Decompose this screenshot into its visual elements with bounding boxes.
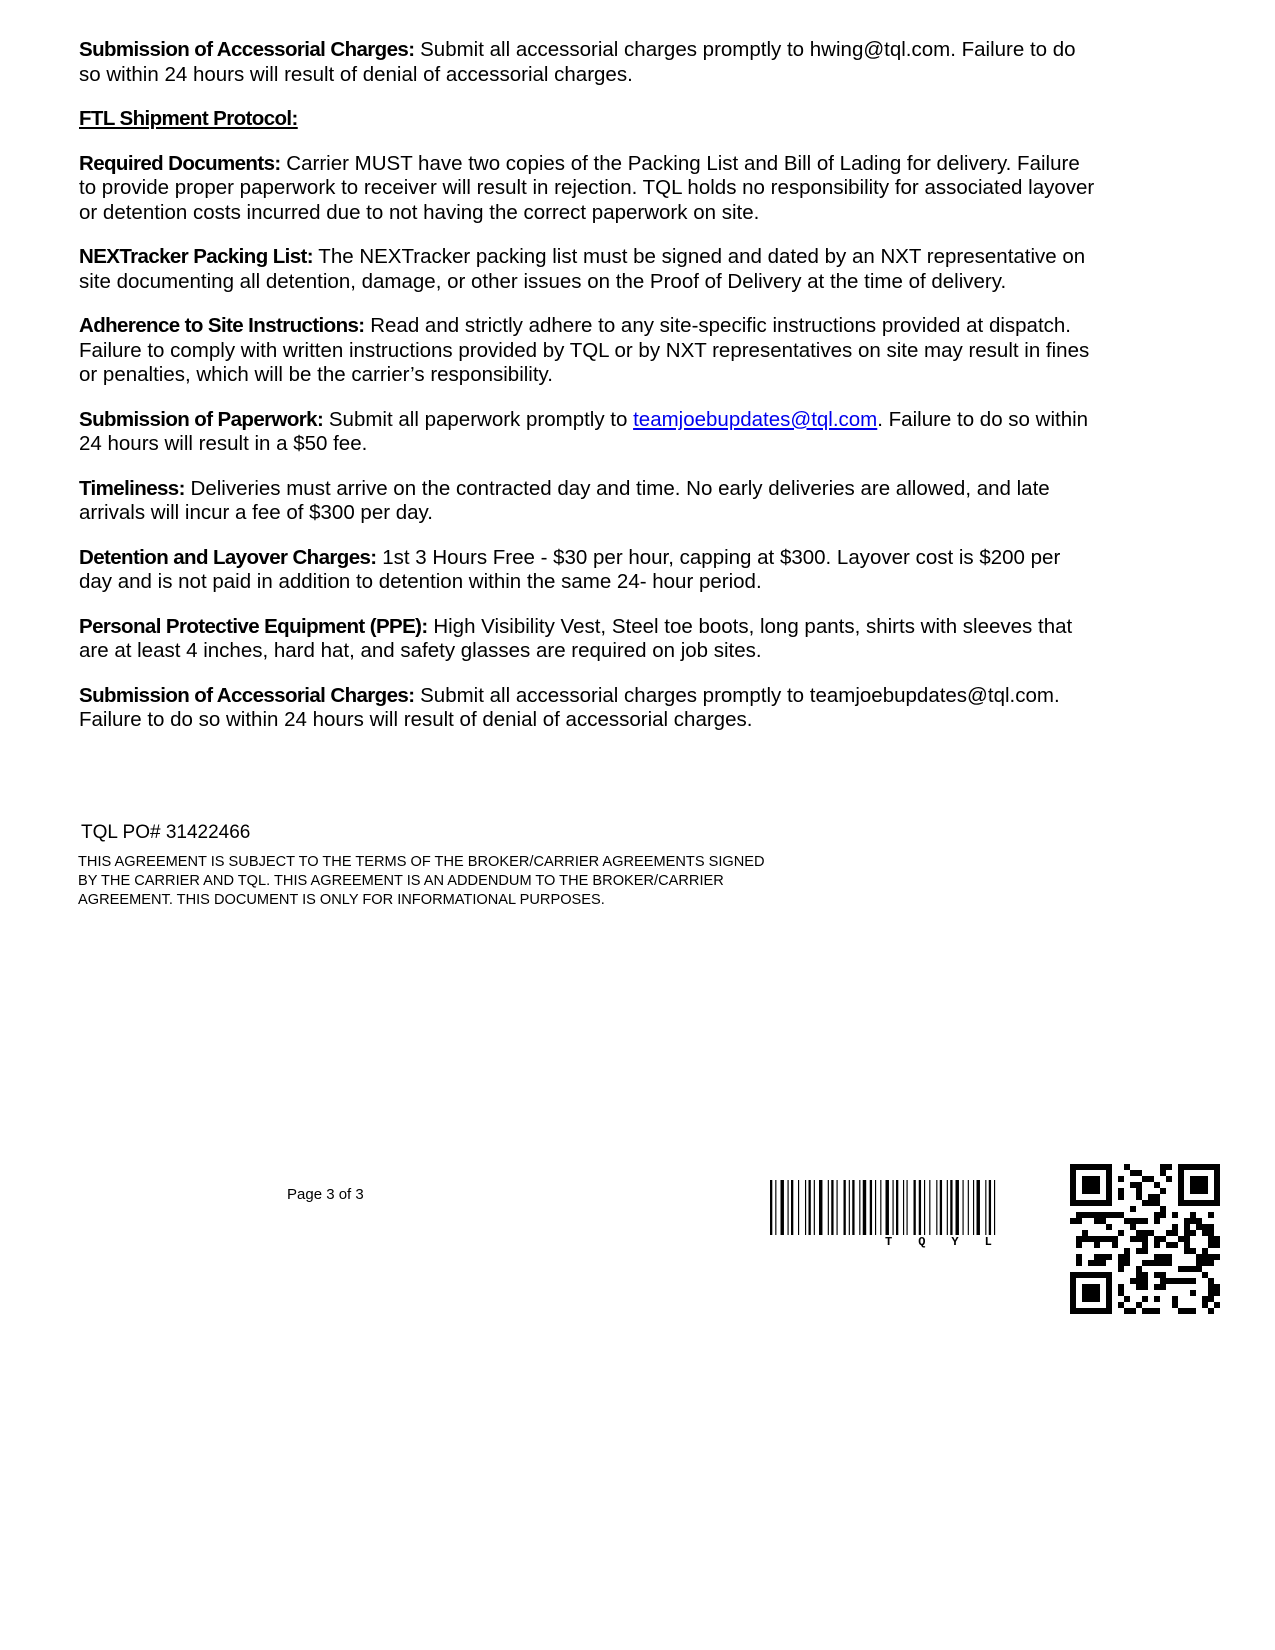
barcode-icon <box>770 1180 1056 1235</box>
barcode-bar <box>770 1180 772 1235</box>
paragraph-text: Carrier MUST have two copies of the Packing List and Bill of Lading for delivery. Failure to provide proper paperwork to receiver will result in rejection. TQL holds no responsibility for associated layover or detention costs incurred due to not having the correct paperwork on site. <box>79 151 1095 224</box>
qr-module <box>1094 1254 1100 1260</box>
paperwork-paragraph <box>79 408 1099 457</box>
qr-module <box>1166 1278 1172 1284</box>
barcode-bar <box>775 1180 776 1235</box>
barcode-bar <box>985 1180 986 1235</box>
paragraph-label: Personal Protective Equipment (PPE): <box>79 614 428 638</box>
qr-module <box>1118 1176 1124 1182</box>
paragraph-text: Read and strictly adhere to any site-specific instructions provided at dispatch. Failure to comply with written instructions provided by TQL or by NXT representatives on site may result in fines or penalties, which will be the carrier’s responsibility. <box>79 314 1090 386</box>
barcode-bar <box>977 1180 980 1235</box>
barcode-bar <box>805 1180 806 1235</box>
agreement-disclaimer: THIS AGREEMENT IS SUBJECT TO THE TERMS OF THE BROKER/CARRIER AGREEMENTS SIGNED BY THE CARRIER AND TQL. THIS AGREEMENT IS AN ADDENDUM TO THE BROKER/CARRIER AGREEMENT. THIS DOCUMENT IS ONLY FOR INFORMATIONAL PURPOSES. <box>78 854 765 908</box>
qr-module <box>1136 1188 1142 1194</box>
qr-module <box>1196 1218 1202 1224</box>
qr-module <box>1118 1290 1124 1296</box>
qr-module <box>1172 1302 1178 1308</box>
qr-module <box>1166 1164 1172 1170</box>
qr-module <box>1184 1236 1190 1242</box>
barcode-bar <box>989 1180 991 1235</box>
qr-module <box>1142 1260 1148 1266</box>
qr-module <box>1136 1182 1142 1188</box>
qr-module <box>1094 1242 1100 1248</box>
barcode-bar <box>973 1180 974 1235</box>
qr-module <box>1154 1272 1160 1278</box>
qr-module <box>1076 1260 1082 1266</box>
accessorial-charges-paragraph-2 <box>79 684 1099 733</box>
qr-module <box>1136 1218 1142 1224</box>
qr-module <box>1160 1284 1166 1290</box>
qr-module <box>1100 1236 1106 1242</box>
barcode-bar <box>924 1180 925 1235</box>
qr-module <box>1208 1308 1214 1314</box>
qr-module <box>1142 1308 1148 1314</box>
qr-module <box>1154 1242 1160 1248</box>
barcode-bar <box>963 1180 964 1235</box>
qr-module <box>1124 1164 1130 1170</box>
qr-module <box>1190 1266 1196 1272</box>
qr-module <box>1142 1248 1148 1254</box>
qr-module <box>1154 1254 1160 1260</box>
qr-module <box>1202 1254 1208 1260</box>
qr-module <box>1076 1236 1082 1242</box>
qr-module <box>1136 1284 1142 1290</box>
qr-module <box>1202 1296 1208 1302</box>
qr-module <box>1118 1230 1124 1236</box>
qr-module <box>1130 1218 1136 1224</box>
qr-module <box>1112 1236 1118 1242</box>
barcode-bar <box>896 1180 898 1235</box>
barcode-bar <box>886 1180 889 1235</box>
qr-module <box>1106 1224 1112 1230</box>
qr-module <box>1208 1284 1214 1290</box>
qr-module <box>1118 1284 1124 1290</box>
qr-module <box>1124 1248 1130 1254</box>
qr-module <box>1070 1218 1076 1224</box>
qr-module <box>1154 1284 1160 1290</box>
qr-module <box>1208 1230 1214 1236</box>
qr-module <box>1118 1260 1124 1266</box>
qr-module <box>1208 1296 1214 1302</box>
qr-module <box>1142 1278 1148 1284</box>
qr-module <box>1172 1278 1178 1284</box>
qr-module <box>1184 1218 1190 1224</box>
qr-module <box>1094 1218 1100 1224</box>
barcode-bar <box>852 1180 854 1235</box>
qr-module <box>1148 1200 1154 1206</box>
qr-module <box>1130 1308 1136 1314</box>
accessorial-charges-paragraph-1 <box>79 38 1099 87</box>
qr-module <box>1166 1254 1172 1260</box>
qr-module <box>1154 1200 1160 1206</box>
qr-module <box>1190 1212 1196 1218</box>
qr-module <box>1100 1260 1106 1266</box>
qr-module <box>1154 1308 1160 1314</box>
qr-module <box>1118 1302 1124 1308</box>
paragraph-label: Timeliness: <box>79 476 185 500</box>
barcode-bar <box>994 1180 995 1235</box>
qr-module <box>1136 1266 1142 1272</box>
qr-module <box>1076 1242 1082 1248</box>
paragraph-label: Required Documents: <box>79 151 281 175</box>
qr-module <box>1166 1176 1172 1182</box>
barcode-bar <box>828 1180 829 1235</box>
barcode-bar <box>950 1180 952 1235</box>
qr-module <box>1136 1272 1142 1278</box>
qr-module <box>1208 1278 1214 1284</box>
qr-module <box>1130 1170 1136 1176</box>
qr-module <box>1184 1308 1190 1314</box>
barcode-bar <box>791 1180 793 1235</box>
paragraph-text: 1st 3 Hours Free - $30 per hour, capping at $300. Layover cost is $200 per day and is not paid in addition to detention within the same 24- hour period. <box>79 545 1061 593</box>
qr-module <box>1118 1188 1124 1194</box>
qr-module <box>1214 1242 1220 1248</box>
paragraph-label: Adherence to Site Instructions: <box>79 314 365 337</box>
qr-module <box>1208 1224 1214 1230</box>
section-heading: FTL Shipment Protocol: <box>79 107 298 130</box>
qr-module <box>1130 1224 1136 1230</box>
qr-module <box>1166 1260 1172 1266</box>
qr-module <box>1202 1272 1208 1278</box>
qr-module <box>1172 1212 1178 1218</box>
qr-module <box>1160 1170 1166 1176</box>
qr-module <box>1160 1212 1166 1218</box>
qr-module <box>1118 1266 1124 1272</box>
qr-module <box>1178 1236 1184 1242</box>
timeliness-paragraph <box>79 477 1099 526</box>
qr-module <box>1082 1284 1100 1302</box>
email-link[interactable]: teamjoebupdates@tql.com <box>633 407 878 431</box>
barcode-bar <box>781 1180 784 1235</box>
qr-module <box>1124 1308 1130 1314</box>
qr-module <box>1142 1218 1148 1224</box>
qr-module <box>1214 1284 1220 1290</box>
qr-module <box>1202 1248 1208 1254</box>
qr-module <box>1184 1230 1190 1236</box>
barcode-bar <box>936 1180 937 1235</box>
paragraph-text: Deliveries must arrive on the contracted day and time. No early deliveries are allowed, and late arrivals will incur a fee of $300 per day. <box>79 476 1050 524</box>
packing-list-paragraph <box>79 245 1099 294</box>
barcode-bar <box>814 1180 815 1235</box>
barcode-bar <box>907 1180 908 1235</box>
qr-module <box>1154 1194 1160 1200</box>
barcode-bar <box>844 1180 846 1235</box>
qr-module <box>1112 1212 1118 1218</box>
barcode-bar <box>859 1180 860 1235</box>
barcode-bar <box>870 1180 872 1235</box>
detention-paragraph <box>79 546 1099 595</box>
qr-module <box>1184 1266 1190 1272</box>
qr-module <box>1208 1254 1214 1260</box>
paragraph-text: High Visibility Vest, Steel toe boots, long pants, shirts with sleeves that are at least 4 inches, hard hat, and safety glasses are required on job sites. <box>79 614 1073 662</box>
qr-module <box>1208 1236 1214 1242</box>
qr-module <box>1172 1242 1178 1248</box>
barcode-bar <box>956 1180 959 1235</box>
qr-module <box>1160 1188 1166 1194</box>
qr-module <box>1136 1236 1142 1242</box>
qr-module <box>1190 1218 1196 1224</box>
qr-module <box>1184 1242 1190 1248</box>
qr-module <box>1142 1176 1148 1182</box>
qr-module <box>1196 1266 1202 1272</box>
barcode-bar <box>919 1180 921 1235</box>
qr-module <box>1100 1218 1106 1224</box>
qr-module <box>1136 1194 1142 1200</box>
qr-module <box>1142 1272 1148 1278</box>
qr-module <box>1118 1212 1124 1218</box>
qr-module <box>1184 1248 1190 1254</box>
qr-module <box>1172 1224 1178 1230</box>
qr-module <box>1130 1236 1136 1242</box>
qr-module <box>1190 1308 1196 1314</box>
qr-module <box>1190 1248 1196 1254</box>
qr-module <box>1118 1194 1124 1200</box>
qr-module <box>1100 1254 1106 1260</box>
qr-module <box>1214 1290 1220 1296</box>
qr-module <box>1184 1278 1190 1284</box>
qr-module <box>1190 1290 1196 1296</box>
qr-module <box>1214 1236 1220 1242</box>
qr-module <box>1094 1212 1100 1218</box>
barcode-bar <box>849 1180 850 1235</box>
qr-module <box>1124 1260 1130 1266</box>
qr-module <box>1166 1242 1172 1248</box>
barcode-bar <box>837 1180 838 1235</box>
barcode-bar <box>809 1180 811 1235</box>
qr-module <box>1136 1170 1142 1176</box>
qr-module <box>1178 1266 1184 1272</box>
barcode-bar <box>914 1180 916 1235</box>
page-number: Page 3 of 3 <box>287 1186 364 1203</box>
qr-module <box>1148 1260 1154 1266</box>
qr-module <box>1142 1200 1148 1206</box>
qr-module <box>1082 1236 1088 1242</box>
qr-module <box>1130 1278 1136 1284</box>
qr-module <box>1178 1308 1184 1314</box>
qr-module <box>1190 1230 1196 1236</box>
ppe-paragraph <box>79 615 1099 664</box>
required-documents-paragraph <box>79 152 1099 226</box>
qr-module <box>1136 1302 1142 1308</box>
po-number: TQL PO# 31422466 <box>81 822 251 843</box>
qr-module <box>1076 1254 1082 1260</box>
qr-module <box>1184 1224 1190 1230</box>
qr-module <box>1100 1212 1106 1218</box>
barcode-bar <box>831 1180 833 1235</box>
paragraph-text: . Failure to do so within 24 hours will result in a $50 fee. <box>79 407 1089 455</box>
qr-module <box>1142 1284 1148 1290</box>
qr-module <box>1190 1278 1196 1284</box>
qr-module <box>1148 1176 1154 1182</box>
qr-module <box>1124 1296 1130 1302</box>
paragraph-label: NEXTracker Packing List: <box>79 245 313 268</box>
qr-module <box>1076 1218 1082 1224</box>
qr-module <box>1154 1218 1160 1224</box>
qr-module <box>1136 1230 1142 1236</box>
qr-module <box>1154 1236 1160 1242</box>
barcode-bar <box>798 1180 799 1235</box>
qr-module <box>1196 1254 1202 1260</box>
qr-module <box>1172 1296 1178 1302</box>
qr-module <box>1148 1230 1154 1236</box>
qr-module <box>1166 1230 1172 1236</box>
qr-module <box>1142 1230 1148 1236</box>
barcode-bar <box>940 1180 942 1235</box>
qr-module <box>1136 1248 1142 1254</box>
barcode-bar <box>947 1180 948 1235</box>
qr-module <box>1160 1278 1166 1284</box>
qr-module <box>1190 1176 1208 1194</box>
qr-module <box>1148 1308 1154 1314</box>
barcode-bar <box>875 1180 876 1235</box>
paragraph-text: Submit all paperwork promptly to <box>323 407 634 431</box>
paragraph-label: Submission of Accessorial Charges: <box>79 38 415 61</box>
qr-module <box>1178 1278 1184 1284</box>
qr-module <box>1160 1260 1166 1266</box>
qr-module <box>1208 1212 1214 1218</box>
qr-module <box>1142 1296 1148 1302</box>
barcode-caption: TQYL <box>885 1235 1018 1249</box>
barcode-bar <box>893 1180 894 1235</box>
qr-module <box>1118 1254 1124 1260</box>
qr-module <box>1202 1302 1208 1308</box>
barcode-bar <box>863 1180 866 1235</box>
qr-module <box>1208 1242 1214 1248</box>
paragraph-label: Submission of Paperwork: <box>79 407 324 431</box>
barcode-bar <box>880 1180 881 1235</box>
barcode-bar <box>968 1180 969 1235</box>
qr-module <box>1088 1260 1094 1266</box>
qr-module <box>1202 1230 1208 1236</box>
qr-module <box>1082 1176 1100 1194</box>
qr-module <box>1124 1218 1130 1224</box>
qr-module <box>1160 1272 1166 1278</box>
qr-module <box>1154 1182 1160 1188</box>
qr-module <box>1088 1212 1094 1218</box>
qr-module <box>1214 1302 1220 1308</box>
qr-module <box>1094 1260 1100 1266</box>
barcode-bar <box>903 1180 904 1235</box>
qr-module <box>1196 1224 1202 1230</box>
qr-module <box>1154 1296 1160 1302</box>
qr-module <box>1130 1182 1136 1188</box>
qr-module <box>1142 1236 1148 1242</box>
barcode-bar <box>819 1180 822 1235</box>
paragraph-text: Submit all accessorial charges promptly to hwing@tql.com. Failure to do so within 24 hours will result of denial of accessorial charges. <box>79 38 1076 86</box>
paragraph-text: The NEXTracker packing list must be signed and dated by an NXT representative on site documenting all detention, damage, or other issues on the Proof of Delivery at the time of delivery. <box>79 245 1086 293</box>
qr-module <box>1142 1242 1148 1248</box>
qr-module <box>1106 1236 1112 1242</box>
site-instructions-paragraph <box>79 314 1099 388</box>
qr-module <box>1082 1212 1088 1218</box>
qr-module <box>1214 1254 1220 1260</box>
qr-module <box>1160 1164 1166 1170</box>
qr-module <box>1076 1212 1082 1218</box>
qr-module <box>1088 1236 1094 1242</box>
paragraph-label: Submission of Accessorial Charges: <box>79 683 415 707</box>
qr-module <box>1160 1206 1166 1212</box>
qr-module <box>1136 1278 1142 1284</box>
qr-module <box>1208 1260 1214 1266</box>
qr-module <box>1196 1260 1202 1266</box>
qr-module <box>1208 1290 1214 1296</box>
paragraph-label: Detention and Layover Charges: <box>79 545 377 569</box>
qr-module <box>1160 1254 1166 1260</box>
barcode-bar <box>788 1180 789 1235</box>
qr-module <box>1106 1254 1112 1260</box>
qr-module <box>1202 1224 1208 1230</box>
qr-module <box>1112 1242 1118 1248</box>
qr-module <box>1130 1206 1136 1212</box>
document-body <box>79 38 1099 753</box>
qr-module <box>1154 1212 1160 1218</box>
qr-module <box>1106 1212 1112 1218</box>
qr-module <box>1148 1194 1154 1200</box>
qr-module <box>1124 1254 1130 1260</box>
qr-module <box>1202 1260 1208 1266</box>
barcode-bar <box>929 1180 930 1235</box>
qr-module <box>1172 1230 1178 1236</box>
qr-module <box>1082 1230 1088 1236</box>
qr-code-icon <box>1070 1164 1220 1314</box>
paragraph-text: Submit all accessorial charges promptly to teamjoebupdates@tql.com. Failure to do so within 24 hours will result of denial of accessorial charges. <box>79 683 1060 731</box>
qr-module <box>1154 1260 1160 1266</box>
qr-module <box>1094 1236 1100 1242</box>
qr-module <box>1160 1236 1166 1242</box>
